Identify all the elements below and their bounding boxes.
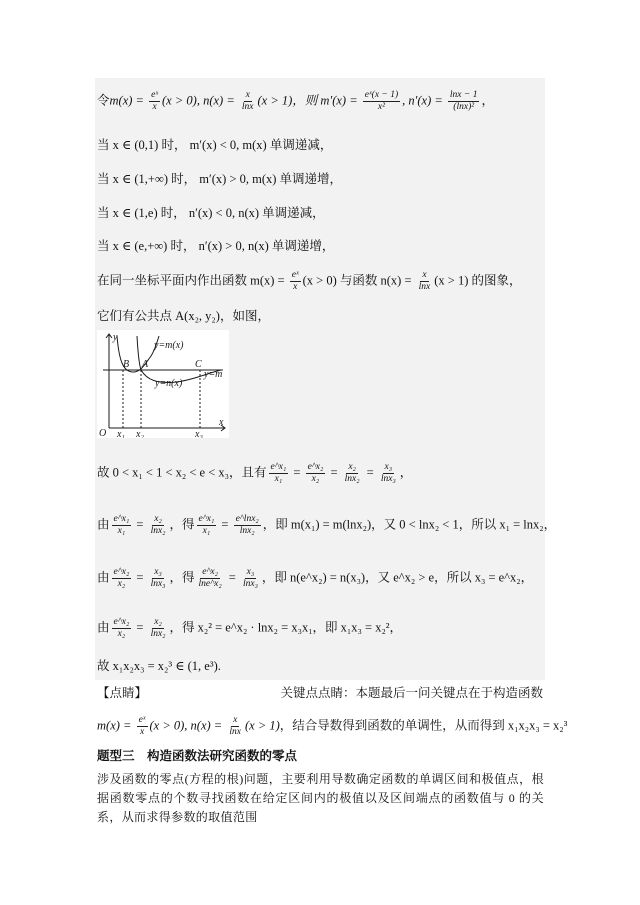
function-graph [97,330,229,438]
point-a-label: A [142,359,149,370]
monotonic-line-1: 当 x ∈ (0,1) 时， m′(x) < 0, m(x) 单调递减， [97,138,333,152]
plot-description-line: 在同一坐标平面内作出函数 m(x) = $\frac{\text{eˣ}}{x}$ (x > 0) 与函数 n(x) = $\frac{x}{\ln x}$ (x > 1) 的图象， [97,270,522,292]
key-point-heading: 【点睛】 关键点点睛：本题最后一问关键点在于构造函数 [97,686,543,700]
key-point-formula: m(x) = $\frac{\text{eˣ}}{x}$ (x > 0), n(x) = $\frac{x}{\ln x}$ (x > 1)，结合导数得到函数的单调性，从而得到 x₁x₂x₃ = x₂³ [97,715,568,737]
x1-label: x₁ [117,429,125,438]
section-title: 题型三 构造函数法研究函数的零点 [97,749,298,763]
fraction-m-prime: $\frac{\text{eˣ(x − 1)}}{\text{x²}}$ [364,90,399,112]
line-m-label: y=m [204,369,223,380]
point-c-label: C [195,359,202,370]
key-point-note [97,685,568,738]
derivation-line-2: 由 $\frac{\text{e\textasciicircum{}x₂}}{\text{x₂}}$ = $\frac{\text{x₃}}{\text{lnx₃}}$ ，得 $\frac{\text{e\textasciicircum{}x₂}}{\text{lne\textasciicircum{}x₂}}$ = $\frac{\text{x₃}}{\text{lnx₃}}$ ，即 n(e^x₂) = n(x₃)，又 e^x₂ > e，所以 x₃ = e^x₂， [97,567,534,589]
conclusion-line: 故 x₁x₂x₃ = x₂³ ∈ (1, e³). [97,659,221,673]
x2-label: x₂ [136,429,144,438]
fraction-n-prime: $\frac{\ln x - 1}{\text{(lnx)²}}$ [449,90,478,112]
common-point-line: 它们有公共点 A(x₂, y₂)，如图， [97,309,270,323]
curve-n-label: y=n(x) [155,378,183,389]
graph-svg [97,330,229,438]
definition-line: 令m(x) = $\frac{\text{eˣ}}{x}$ (x > 0), n(x) = $\frac{x}{\ln x}$ (x > 1)，则 m′(x) = $\frac{\text{eˣ(x − 1)}}{\text{x²}}$ , n′(x) = $\frac{\ln x - 1}{\text{(lnx)²}}$ ， [97,90,494,112]
point-b-label: B [123,359,130,370]
fraction-n: $\frac{x}{\ln x}$ [241,90,254,112]
x-axis-label: x [219,417,224,428]
origin-label: O [99,428,107,438]
derivation-line-1: 由 $\frac{\text{e\textasciicircum{}x₁}}{\text{x₁}}$ = $\frac{\text{x₂}}{\text{lnx₂}}$ ，得 $\frac{\text{e\textasciicircum{}x₁}}{\text{x₁}}$ = $\frac{\text{e\textasciicircum{}lnx₂}}{\text{lnx₂}}$ ，即 m(x₁) = m(lnx₂)，又 0 < lnx₂ < 1，所以 x₁ = lnx₂， [97,514,557,536]
section-body: 涉及函数的零点(方程的根)问题，主要利用导数确定函数的单调区间和极值点，根据函数零点的个数寻找函数在给定区间内的极值以及区间端点的函数值与 0 的关系，从而求得参数的取值范围 [97,772,544,824]
fraction-m: $\frac{\text{eˣ}}{x}$ [151,90,159,112]
x3-label: x₃ [195,429,203,438]
derivation-line-3: 由 $\frac{\text{e\textasciicircum{}x₂}}{\text{x₂}}$ = $\frac{\text{x₂}}{\text{lnx₂}}$ ，得 x₂² = e^x₂ · lnx₂ = x₃x₁，即 x₁x₃ = x₂²， [97,617,403,639]
monotonic-line-3: 当 x ∈ (1,e) 时， n′(x) < 0, n(x) 单调递减， [97,206,325,220]
monotonic-line-4: 当 x ∈ (e,+∞) 时， n′(x) > 0, n(x) 单调递增， [97,239,335,253]
curve-m-label: y=m(x) [154,340,184,351]
inequality-line: 故 0 < x₁ < 1 < x₂ < e < x₃，且有 $\frac{\text{e\textasciicircum{}x₁}}{\text{x₁}}$ = $\frac{\text{e\textasciicircum{}x₂}}{\text{x₂}}$ = $\frac{\text{x₂}}{\text{lnx₂}}$ = $\frac{\text{x₃}}{\text{lnx₃}}$ ， [97,462,413,484]
curve-n-left-branch [137,336,141,370]
y-axis-label: y [113,332,118,343]
monotonic-line-2: 当 x ∈ (1,+∞) 时， m′(x) > 0, m(x) 单调递增， [97,172,343,186]
